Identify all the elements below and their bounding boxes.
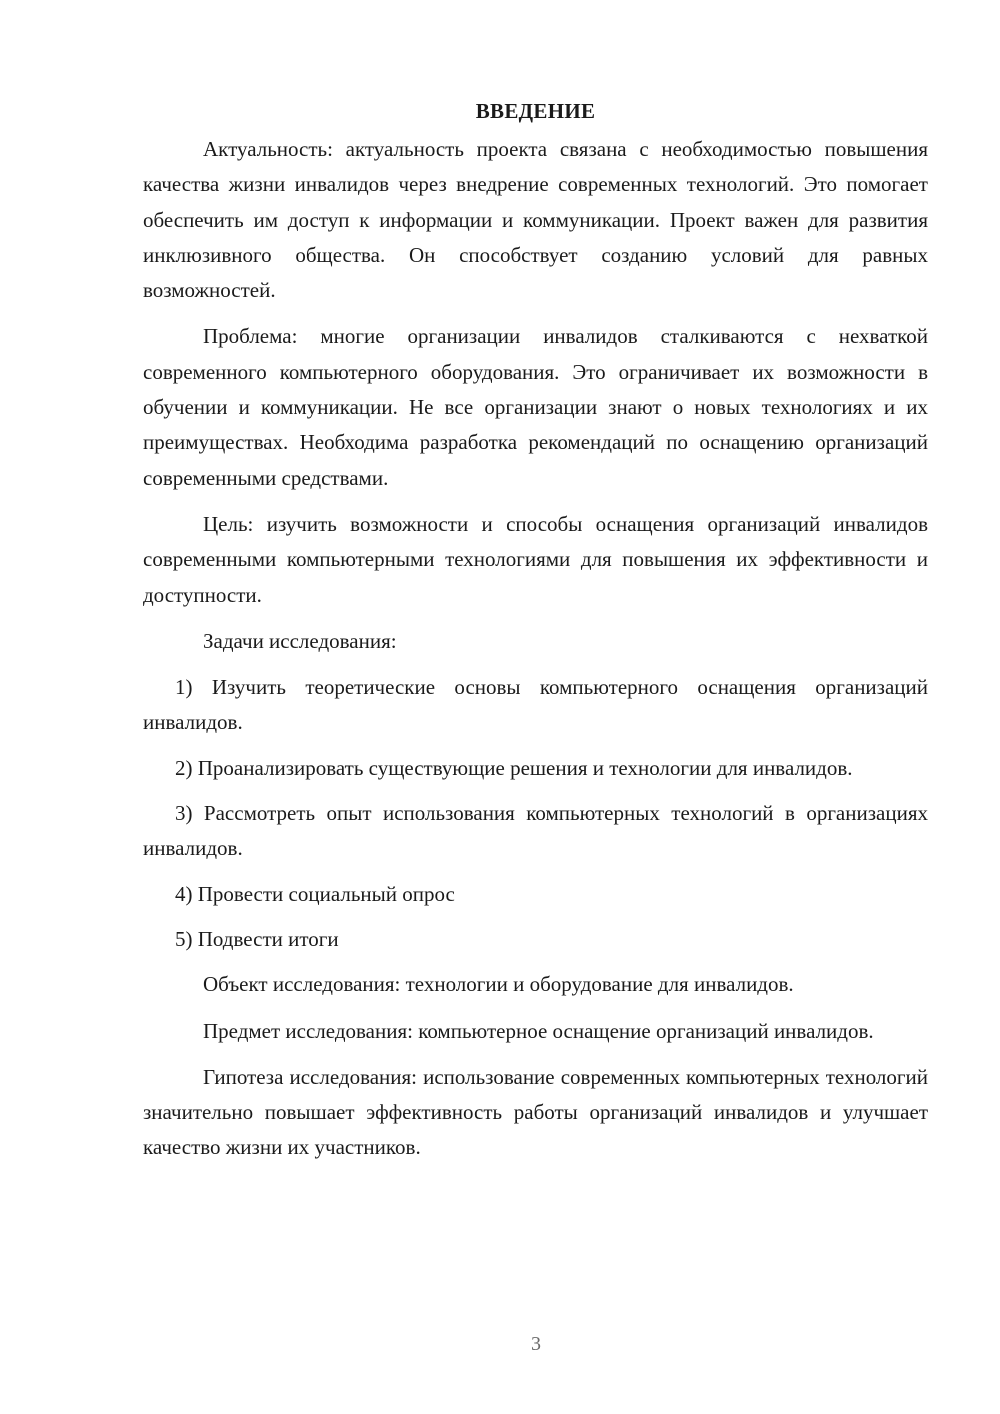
tasks-list	[143, 670, 928, 957]
page-number: 3	[531, 1333, 541, 1355]
goal-paragraph: Цель: изучить возможности и способы оснащения организаций инвалидов современными компьютерными технологиями для повышения их эффективности и доступности.	[143, 511, 928, 607]
task-item-5: 5) Подвести итоги	[175, 926, 339, 951]
subject-paragraph: Предмет исследования: компьютерное оснащение организаций инвалидов.	[203, 1018, 874, 1043]
object-paragraph: Объект исследования: технологии и оборудование для инвалидов.	[203, 972, 794, 997]
task-item-4: 4) Провести социальный опрос	[175, 881, 455, 906]
hypothesis-paragraph: Гипотеза исследования: использование современных компьютерных технологий значительно повышает эффективность работы организаций инвалидов и улучшает качество жизни их участников.	[143, 1064, 928, 1160]
problem-paragraph: Проблема: многие организации инвалидов сталкиваются с нехваткой современного компьютерного оборудования. Это ограничивает их возможности в обучении и коммуникации. Не все организации знают о новых технологиях и их преимуществах. Необходима разработка рекомендаций по оснащению организаций современными средствами.	[143, 324, 928, 490]
task-item-2: 2) Проанализировать существующие решения и технологии для инвалидов.	[175, 755, 853, 780]
tasks-heading: Задачи исследования:	[203, 628, 397, 653]
page-content	[143, 96, 928, 1177]
page-title: ВВЕДЕНИЕ	[475, 99, 596, 123]
task-item-1: 1) Изучить теоретические основы компьютерного оснащения организаций инвалидов.	[143, 675, 928, 735]
relevance-paragraph: Актуальность: актуальность проекта связана с необходимостью повышения качества жизни инвалидов через внедрение современных технологий. Это помогает обеспечить им доступ к информации и коммуникации. Проект важен для развития инклюзивного общества. Он способствует созданию условий для равных возможностей.	[143, 137, 928, 303]
task-item-3: 3) Рассмотреть опыт использования компьютерных технологий в организациях инвалидов.	[143, 801, 928, 861]
